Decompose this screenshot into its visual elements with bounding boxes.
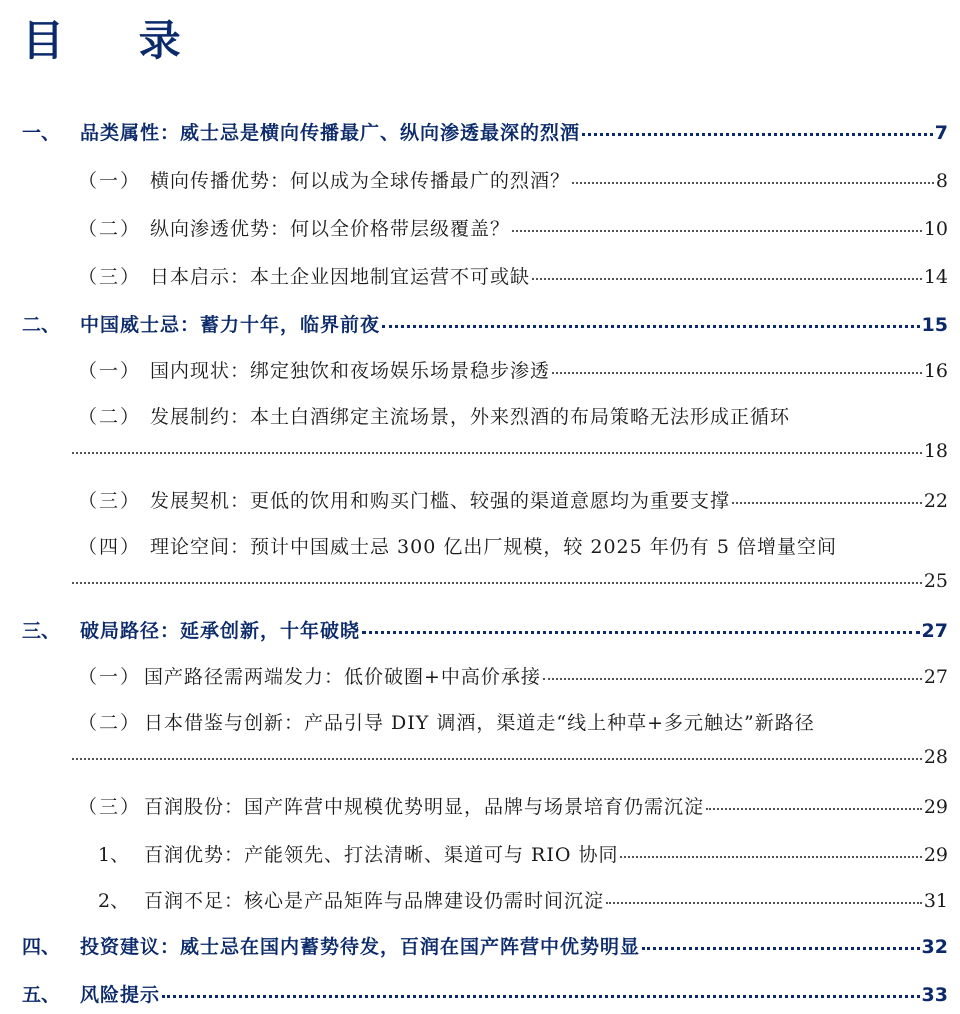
entry-title: 日本启示：本土企业因地制宜运营不可或缺 <box>150 266 531 288</box>
entry-title: 百润股份：国产阵营中规模优势明显，品牌与场景培育仍需沉淀 <box>144 796 705 818</box>
entry-title: 百润不足：核心是产品矩阵与品牌建设仍需时间沉淀 <box>144 890 605 912</box>
entry-number: （一） <box>78 360 142 382</box>
toc-entry-level2[interactable] <box>78 166 948 193</box>
entry-title: 百润优势：产能领先、打法清晰、渠道可与 RIO 协同 <box>144 844 619 866</box>
dot-leader <box>552 372 922 374</box>
entry-page: 29 <box>923 796 948 818</box>
dot-leader <box>72 758 922 760</box>
dot-leader <box>382 325 920 328</box>
toc-entry-level1[interactable] <box>22 310 948 337</box>
entry-number: （四） <box>78 536 142 558</box>
dot-leader <box>732 502 922 504</box>
entry-number: （二） <box>78 712 142 734</box>
entry-title: 纵向渗透优势：何以全价格带层级覆盖？ <box>150 218 511 240</box>
entry-title: 投资建议：威士忌在国内蓄势待发，百润在国产阵营中优势明显 <box>80 936 641 958</box>
entry-number: （二） <box>78 406 142 428</box>
dot-leader <box>362 631 920 634</box>
dot-leader <box>642 947 920 950</box>
toc-entry-level2[interactable] <box>78 662 948 689</box>
entry-number: （三） <box>78 266 142 288</box>
entry-number: （三） <box>78 490 142 512</box>
entry-number: （一） <box>78 666 142 688</box>
entry-page: 27 <box>921 620 948 642</box>
entry-number: （一） <box>78 170 142 192</box>
toc-entry-continuation <box>72 746 948 768</box>
entry-number: 2、 <box>98 890 130 912</box>
entry-page: 15 <box>921 314 948 336</box>
entry-page: 8 <box>935 170 948 192</box>
toc-entry-level3[interactable] <box>98 886 948 913</box>
entry-page: 31 <box>923 890 948 912</box>
entry-number: 一、 <box>22 122 61 144</box>
toc-entry-level2[interactable] <box>78 792 948 819</box>
toc-entry-level3[interactable] <box>98 840 948 867</box>
entry-page: 22 <box>923 490 948 512</box>
entry-page: 14 <box>923 266 948 288</box>
dot-leader <box>512 230 922 232</box>
entry-title: 风险提示 <box>80 984 161 1006</box>
entry-page: 25 <box>923 570 948 592</box>
entry-title: 横向传播优势：何以成为全球传播最广的烈酒？ <box>150 170 571 192</box>
dot-leader <box>606 902 922 904</box>
dot-leader <box>72 452 922 454</box>
entry-title: 国内现状：绑定独饮和夜场娱乐场景稳步渗透 <box>150 360 551 382</box>
entry-title: 品类属性：威士忌是横向传播最广、纵向渗透最深的烈酒 <box>80 122 581 144</box>
entry-title: 理论空间：预计中国威士忌 300 亿出厂规模，较 2025 年仍有 5 倍增量空间 <box>150 536 837 558</box>
page-title: 目 录 <box>22 16 211 65</box>
toc-entry-continuation <box>72 570 948 592</box>
entry-page: 29 <box>923 844 948 866</box>
toc-entry-level1[interactable] <box>22 118 948 145</box>
toc-entry-level1[interactable] <box>22 616 948 643</box>
dot-leader <box>582 133 933 136</box>
entry-title: 破局路径：延承创新，十年破晓 <box>80 620 361 642</box>
dot-leader <box>162 995 920 998</box>
dot-leader <box>532 278 922 280</box>
toc-entry-level2[interactable] <box>78 486 948 513</box>
dot-leader <box>706 808 922 810</box>
entry-number: 二、 <box>22 314 61 336</box>
entry-page: 18 <box>923 440 948 462</box>
entry-page: 32 <box>921 936 948 958</box>
entry-number: 五、 <box>22 984 61 1006</box>
toc-entry-level2[interactable] <box>78 262 948 289</box>
entry-number: 三、 <box>22 620 61 642</box>
entry-number: 1、 <box>98 844 130 866</box>
entry-title: 中国威士忌：蓄力十年，临界前夜 <box>80 314 381 336</box>
dot-leader <box>72 582 922 584</box>
entry-title: 发展制约：本土白酒绑定主流场景，外来烈酒的布局策略无法形成正循环 <box>150 406 791 428</box>
entry-title: 日本借鉴与创新：产品引导 DIY 调酒，渠道走“线上种草+多元触达”新路径 <box>144 712 815 734</box>
entry-title: 国产路径需两端发力：低价破圈+中高价承接 <box>144 666 541 688</box>
toc-entry-level2[interactable] <box>78 214 948 241</box>
entry-page: 16 <box>923 360 948 382</box>
toc-entry-continuation <box>72 440 948 462</box>
entry-page: 33 <box>921 984 948 1006</box>
toc-entry-level2[interactable] <box>78 356 948 383</box>
entry-page: 28 <box>923 746 948 768</box>
entry-title: 发展契机：更低的饮用和购买门槛、较强的渠道意愿均为重要支撑 <box>150 490 731 512</box>
entry-page: 27 <box>923 666 948 688</box>
toc-entry-level1[interactable] <box>22 980 948 1007</box>
dot-leader <box>572 182 934 184</box>
dot-leader <box>543 678 922 680</box>
toc-entry-level2-wrapped[interactable] <box>78 402 948 429</box>
entry-number: （二） <box>78 218 142 240</box>
entry-page: 10 <box>923 218 948 240</box>
toc-entry-level1[interactable] <box>22 932 948 959</box>
toc-entry-level2-wrapped[interactable] <box>78 532 948 559</box>
entry-page: 7 <box>934 122 948 144</box>
dot-leader <box>620 856 921 858</box>
entry-number: 四、 <box>22 936 61 958</box>
entry-number: （三） <box>78 796 142 818</box>
toc-entry-level2-wrapped[interactable] <box>78 708 948 735</box>
